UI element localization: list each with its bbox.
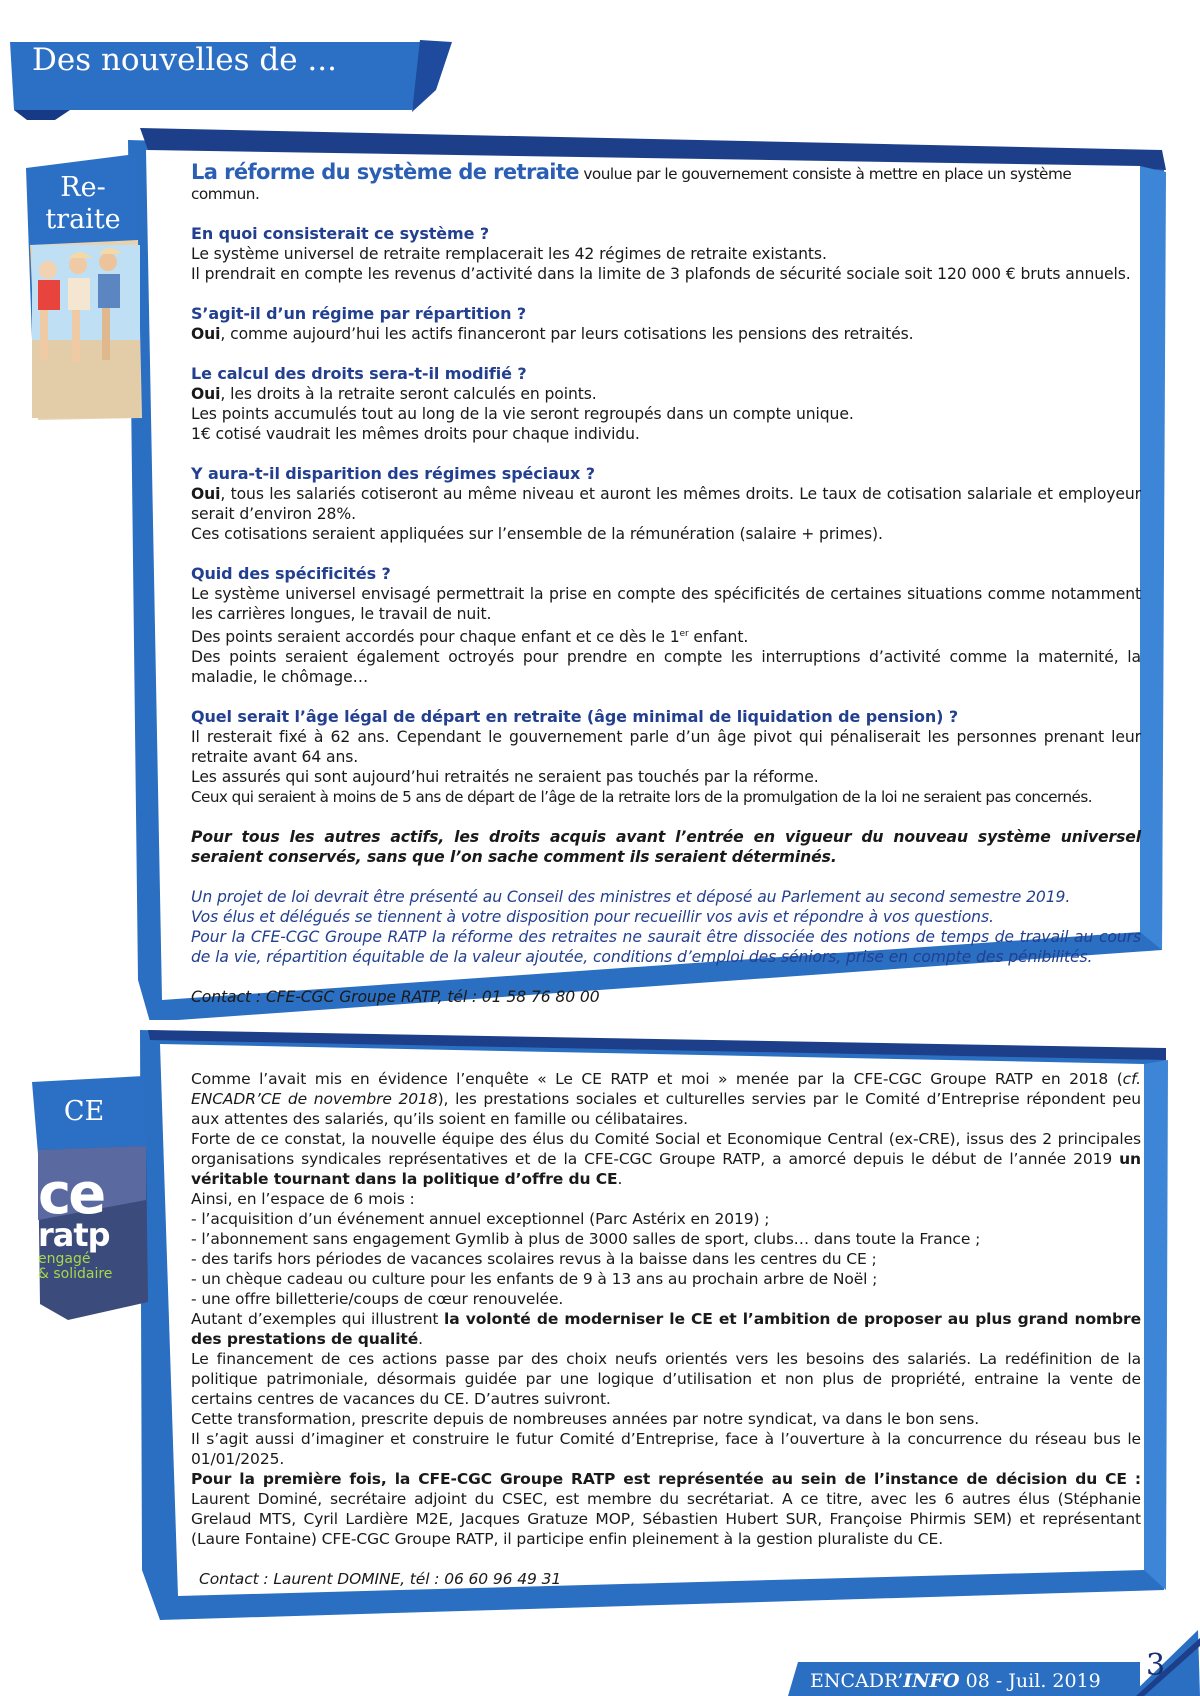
list-item: - des tarifs hors périodes de vacances scolaires revus à la baisse dans les centres du CE ; xyxy=(191,1250,877,1268)
ce-contact: Contact : Laurent DOMINE, tél : 06 60 96 49 31 xyxy=(199,1570,562,1588)
question-heading: Quid des spécificités ? xyxy=(191,564,391,583)
retraite-lead: La réforme du système de retraite voulue par le gouvernement consiste à mettre en place un système commun. xyxy=(191,160,1072,203)
question-heading: Y aura-t-il disparition des régimes spéciaux ? xyxy=(191,464,595,483)
footer-issue: ENCADR’INFO 08 - Juil. 2019 xyxy=(810,1670,1101,1692)
retraite-contact: Contact : CFE-CGC Groupe RATP, tél : 01 58 76 80 00 xyxy=(191,988,600,1007)
question-heading: S’agit-il d’un régime par répartition ? xyxy=(191,304,527,323)
ce-content: Comme l’avait mis en évidence l’enquête « Le CE RATP et moi » menée par la CFE-CGC Groupe RATP en 2018 (cf. ENCADR’CE de novembre 2018), les prestations sociales et culturelles servies par le Comité d’Entreprise répondent peu aux attentes des salariés, qu’ils soient en famille ou célibataires. Forte de ce constat, la nouvelle équipe des élus du Comité Social et Economique Central (ex-CRE), issus des 2 principales organisations syndicales représentatives et de la CFE-CGC Groupe RATP, a amorcé depuis le début de l’année 2019 un véritable tournant dans la politique d’offre du CE. Ainsi, en l’espace de 6 mois : - l’acquisition d’un événement annuel exceptionnel (Parc Astérix en 2019) ; - l’abonnement sans engagement Gymlib à plus de 3000 salles de sport, clubs… dans toute la France ; - des tarifs hors périodes de vacances scolaires revus à la baisse dans les centres du CE ; - un chèque cadeau ou culture pour les enfants de 9 à 13 ans au prochain arbre de Noël ; - une offre billetterie/coups de cœur renouvelée. Autant d’exemples qui illustrent la volonté de moderniser le CE et l’ambition de proposer au plus grand nombre des prestations de qualité. Le financement de ces actions passe par des choix neufs orientés vers les besoins des salariés. La redéfinition de la politique patrimoniale, désormais guidée par une logique d’utilisation et non plus de propriété, entraine la vente de certains centres de vacances du CE. D’autres suivront. Cette transformation, prescrite depuis de nombreuses années par notre syndicat, va dans le bon sens. Il s’agit aussi d’imaginer et construire le futur Comité d’Entreprise, face à l’ouverture à la concurrence du réseau bus le 01/01/2025. Pour la première fois, la CFE-CGC Groupe RATP est représentée au sein de l’instance de décision du CE : Laurent Dominé, secrétaire adjoint du CSEC, est membre du secrétariat. A ce titre, avec les 6 autres élus (Stéphanie Grelaud MTS, Cyril Lardière M2E, Jacques Gratuze MOP, Sébastien Hubert SUR, Françoise Phirmis SEM) et représentant (Laure Fontaine) CFE-CGC Groupe RATP, il participe enfin pleinement à la gestion pluraliste du CE. Contact : Laurent DOMINE, tél : 06 60 96 49 31 xyxy=(191,1070,1142,1588)
retraite-content: La réforme du système de retraite voulue par le gouvernement consiste à mettre en place un système commun. En quoi consisterait ce système ? Le système universel de retraite remplacerait les 42 régimes de retraite existants. Il prendrait en compte les revenus d’activité dans la limite de 3 plafonds de sécurité sociale soit 120 000 € bruts annuels. S’agit-il d’un régime par répartition ? Oui, comme aujourd’hui les actifs financeront par leurs cotisations les pensions des retraités. Le calcul des droits sera-t-il modifié ? Oui, les droits à la retraite seront calculés en points. Les points accumulés tout au long de la vie seront regroupés dans un compte unique. 1€ cotisé vaudrait les mêmes droits pour chaque individu. Y aura-t-il disparition des régimes spéciaux ? Oui, tous les salariés cotiseront au même niveau et auront les mêmes droits. Le taux de cotisation salariale et employeur serait d’environ 28%. Ces cotisations seraient appliquées sur l’ensemble de la rémunération (salaire + primes). Quid des spécificités ? Le système universel envisagé permettrait la prise en compte des spécificités de certaines situations comme notamment les carrières longues, le travail de nuit. Des points seraient accordés pour chaque enfant et ce dès le 1er enfant. Des points seraient également octroyés pour prendre en compte les interruptions d’activité comme la maternité, la maladie, le chômage… Quel serait l’âge légal de départ en retraite (âge minimal de liquidation de pension) ? Il resterait fixé à 62 ans. Cependant le gouvernement parle d’un âge pivot qui pénaliserait les personnes prenant leur retraite avant 64 ans. Les assurés qui sont aujourd’hui retraités ne seraient pas touchés par la réforme. Ceux qui seraient à moins de 5 ans de départ de l’âge de la retraite lors de la promulgation de la loi ne seraient pas concernés. Pour tous les autres actifs, les droits acquis avant l’entrée en vigueur du nouveau système universel seraient conservés, sans que l’on sache comment ils seraient déterminés. Un projet de loi devrait être présenté au Conseil des ministres et déposé au Parlement au second semestre 2019. Vos élus et délégués se tiennent à votre disposition pour recueillir vos avis et répondre à vos questions. Pour la CFE-CGC Groupe RATP la réforme des retraites ne saurait être dissociée des notions de temps de travail au cours de la vie, répartition équitable de la valeur ajoutée, conditions d’emploi des séniors, prise en compte des pénibilités. Contact : CFE-CGC Groupe RATP, tél : 01 58 76 80 00 xyxy=(191,160,1141,1007)
bold-italic-note: Pour tous les autres actifs, les droits acquis avant l’entrée en vigueur du nouveau système universel seraient conservés, sans que l’on sache comment ils seraient déterminés. xyxy=(191,828,1141,867)
retraite-tab-label: Re- traite xyxy=(45,172,121,235)
list-item: - l’abonnement sans engagement Gymlib à plus de 3000 salles de sport, clubs… dans toute la France ; xyxy=(191,1230,981,1248)
list-item: - l’acquisition d’un événement annuel exceptionnel (Parc Astérix en 2019) ; xyxy=(191,1210,770,1228)
ce-tab-label: CE xyxy=(63,1096,105,1127)
ce-ratp-logo: ce ratp engagé & solidaire xyxy=(38,1162,113,1282)
question-heading: Le calcul des droits sera-t-il modifié ? xyxy=(191,364,527,383)
lead-title: La réforme du système de retraite xyxy=(191,160,579,184)
page-header-title: Des nouvelles de ... xyxy=(32,42,337,78)
list-item: - un chèque cadeau ou culture pour les enfants de 9 à 13 ans au prochain arbre de Noël ; xyxy=(191,1270,878,1288)
question-heading: En quoi consisterait ce système ? xyxy=(191,224,490,243)
page-number: 3 xyxy=(1146,1648,1166,1683)
person-head-icon xyxy=(39,261,57,279)
question-heading: Quel serait l’âge légal de départ en retraite (âge minimal de liquidation de pension) ? xyxy=(191,707,958,727)
list-item: - une offre billetterie/coups de cœur renouvelée. xyxy=(191,1290,564,1308)
